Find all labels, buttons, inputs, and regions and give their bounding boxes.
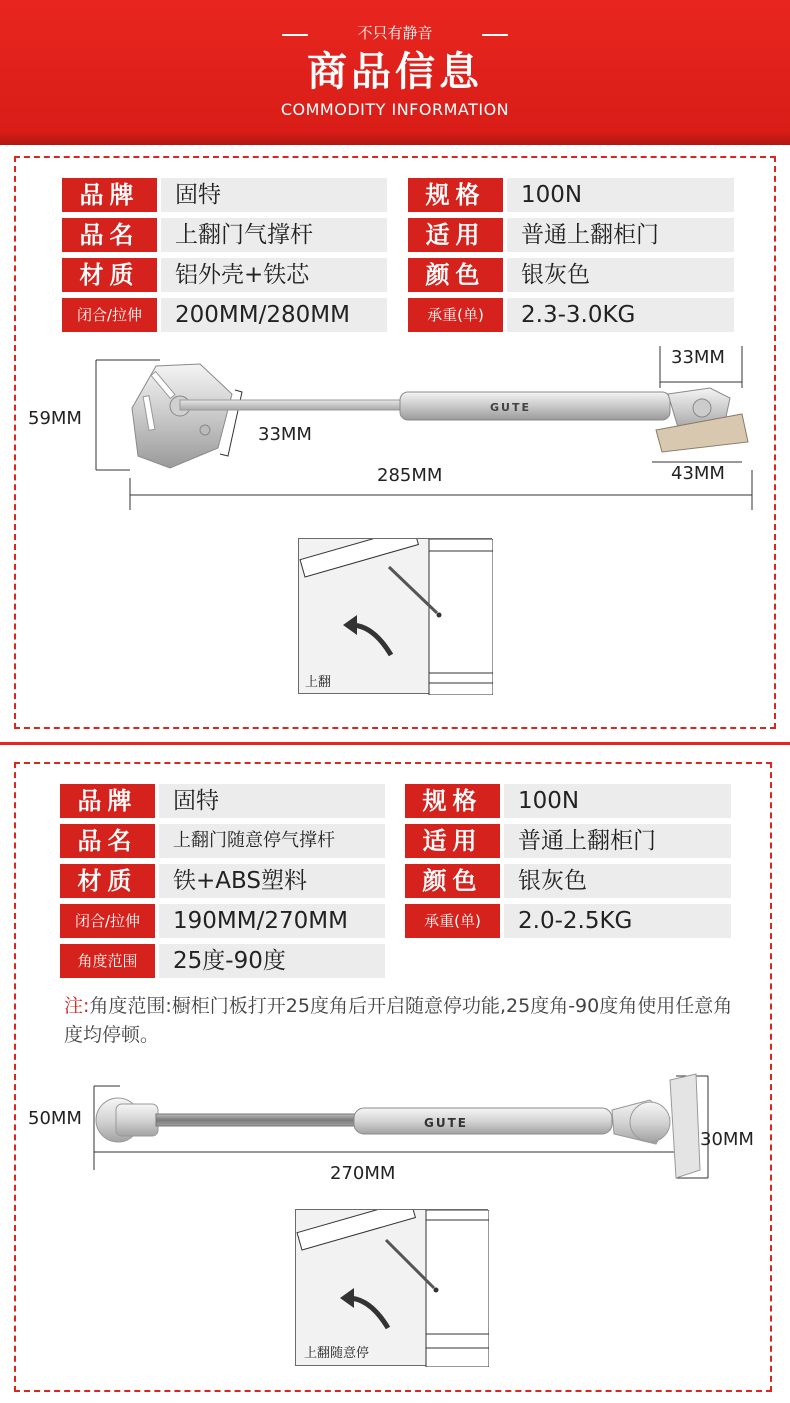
spec-label-spec: 规格 [408, 178, 503, 212]
spec2-value-brand: 固特 [159, 784, 385, 818]
product1-usage-diagram [298, 538, 492, 694]
dim-bracket-height: 59MM [28, 408, 82, 429]
header-banner [0, 0, 790, 145]
spec-label-color: 颜色 [408, 258, 503, 292]
spec2-label-angle: 角度范围 [60, 944, 155, 978]
header-title-en: COMMODITY INFORMATION [280, 100, 510, 119]
note-prefix: 注: [64, 995, 90, 1017]
spec2-label-load: 承重(单) [405, 904, 500, 938]
note-text: 角度范围:橱柜门板打开25度角后开启随意停功能,25度角-90度角使用任意角度均停顿。 [64, 995, 733, 1046]
spec-value-length: 200MM/280MM [161, 298, 387, 332]
dim-end-width: 33MM [671, 347, 725, 368]
spec-label-brand: 品牌 [62, 178, 157, 212]
product2-usage-diagram [295, 1209, 488, 1366]
product1-brand-mark: GUTE [490, 401, 531, 414]
section-separator [0, 742, 790, 745]
dim-total-length-2: 270MM [330, 1163, 396, 1184]
spec2-label-use: 适用 [405, 824, 500, 858]
dim-end-length: 43MM [671, 463, 725, 484]
spec-value-name: 上翻门气撑杆 [161, 218, 387, 252]
product2-brand-mark: GUTE [424, 1116, 468, 1130]
spec-label-length: 闭合/拉伸 [62, 298, 157, 332]
lift-arrow-icon [343, 615, 357, 635]
spec-value-load: 2.3-3.0KG [507, 298, 734, 332]
spec-label-use: 适用 [408, 218, 503, 252]
spec-label-name: 品名 [62, 218, 157, 252]
dim-left-height: 50MM [28, 1108, 82, 1129]
angle-note [64, 992, 734, 1050]
spec2-value-load: 2.0-2.5KG [504, 904, 731, 938]
spec2-value-material: 铁+ABS塑料 [159, 864, 385, 898]
product1-diagram-label: 上翻 [305, 675, 332, 690]
spec2-value-length: 190MM/270MM [159, 904, 385, 938]
header-dash-right [482, 34, 508, 36]
spec2-value-use: 普通上翻柜门 [504, 824, 731, 858]
spec-value-use: 普通上翻柜门 [507, 218, 734, 252]
spec2-value-spec: 100N [504, 784, 731, 818]
product1-strut-drawing [20, 338, 770, 518]
header-title: 商品信息 [307, 48, 483, 95]
spec-value-material: 铝外壳+铁芯 [161, 258, 387, 292]
spec-label-material: 材质 [62, 258, 157, 292]
dim-total-length: 285MM [377, 465, 443, 486]
spec2-label-brand: 品牌 [60, 784, 155, 818]
product2-diagram-label: 上翻随意停 [304, 1346, 370, 1361]
spec2-value-name: 上翻门随意停气撑杆 [159, 824, 385, 858]
spec-value-spec: 100N [507, 178, 734, 212]
spec-label-load: 承重(单) [408, 298, 503, 332]
spec2-value-color: 银灰色 [504, 864, 731, 898]
dim-bracket-width: 33MM [258, 424, 312, 445]
spec-value-brand: 固特 [161, 178, 387, 212]
spec2-label-length: 闭合/拉伸 [60, 904, 155, 938]
spec2-label-name: 品名 [60, 824, 155, 858]
spec2-label-spec: 规格 [405, 784, 500, 818]
spec2-label-material: 材质 [60, 864, 155, 898]
header-subtitle: 不只有静音 [357, 24, 433, 42]
header-dash-left [282, 34, 308, 36]
spec-value-color: 银灰色 [507, 258, 734, 292]
spec2-label-color: 颜色 [405, 864, 500, 898]
spec2-value-angle: 25度-90度 [159, 944, 385, 978]
dim-right-height: 30MM [700, 1129, 754, 1150]
lift-arrow-icon-2 [340, 1288, 354, 1308]
